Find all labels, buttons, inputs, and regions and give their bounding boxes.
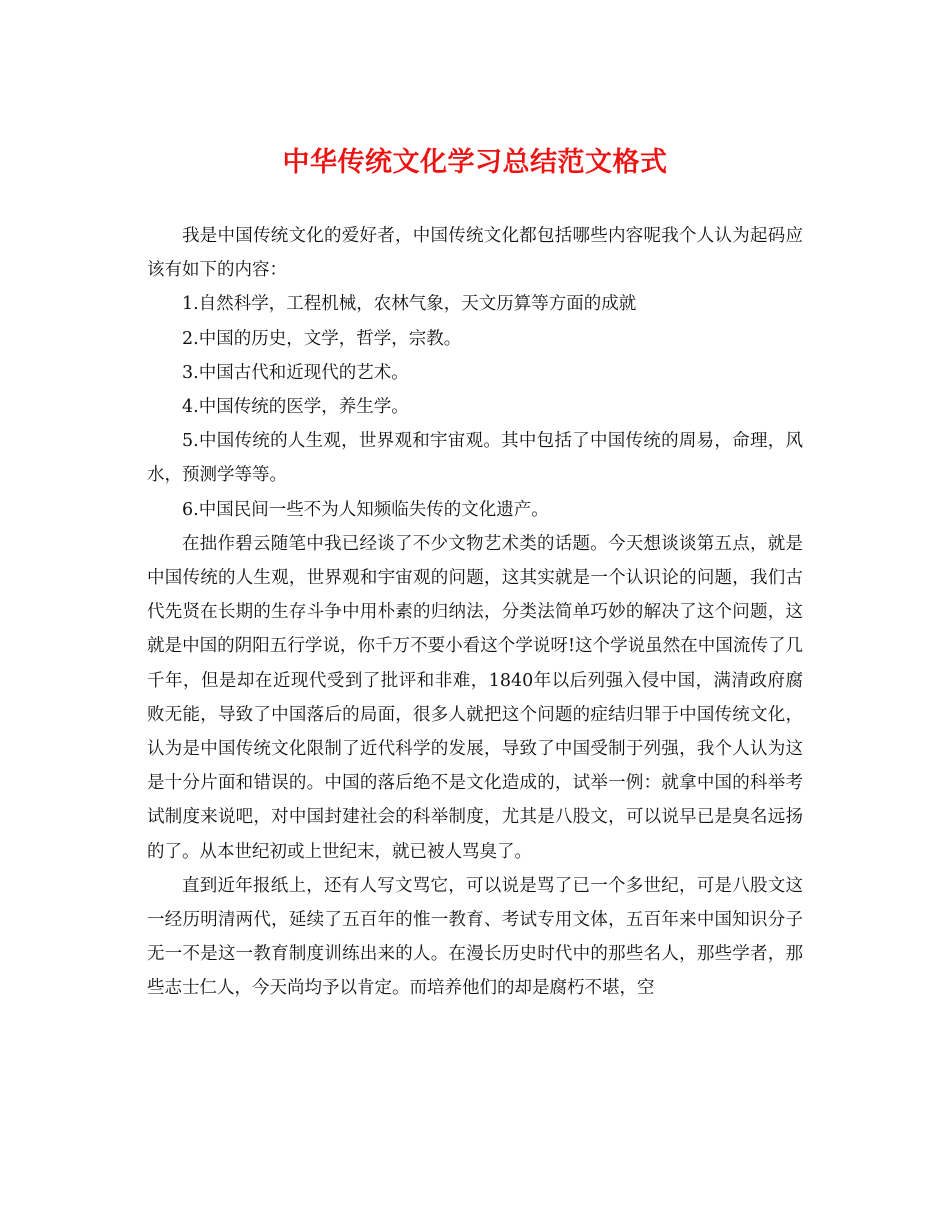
list-item-4: 4.中国传统的医学，养生学。 bbox=[182, 397, 409, 418]
list-item-5: 5.中国传统的人生观，世界观和宇宙观。其中包括了中国传统的周易，命理，风水，预测学等等。 bbox=[147, 431, 803, 486]
list-item-2: 2.中国的历史，文学，哲学，宗教。 bbox=[182, 328, 462, 349]
paragraph-intro: 我是中国传统文化的爱好者，中国传统文化都包括哪些内容呢我个人认为起码应该有如下的内容： bbox=[147, 226, 803, 281]
document-body bbox=[147, 219, 803, 1006]
list-item-6: 6.中国民间一些不为人知频临失传的文化遗产。 bbox=[182, 499, 549, 520]
paragraph-continuation: 直到近年报纸上，还有人写文骂它，可以说是骂了已一个多世纪，可是八股文这一经历明清两代，延续了五百年的惟一教育、考试专用文体，五百年来中国知识分子无一不是这一教育制度训练出来的人。在漫长历史时代中的那些名人，那些学者，那些志士仁人，今天尚均予以肯定。而培养他们的却是腐朽不堪，空 bbox=[147, 875, 803, 999]
list-item-1: 1.自然科学，工程机械，农林气象，天文历算等方面的成就 bbox=[182, 294, 637, 315]
paragraph-discussion: 在拙作碧云随笔中我已经谈了不少文物艺术类的话题。今天想谈谈第五点，就是中国传统的人生观，世界观和宇宙观的问题，这其实就是一个认识论的问题，我们古代先贤在长期的生存斗争中用朴素的归纳法，分类法简单巧妙的解决了这个问题，这就是中国的阴阳五行学说，你千万不要小看这个学说呀!这个学说虽然在中国流传了几千年，但是却在近现代受到了批评和非难，1840年以后列强入侵中国，满清政府腐败无能，导致了中国落后的局面，很多人就把这个问题的症结归罪于中国传统文化，认为是中国传统文化限制了近代科学的发展，导致了中国受制于列强，我个人认为这是十分片面和错误的。中国的落后绝不是文化造成的，试举一例：就拿中国的科举考试制度来说吧，对中国封建社会的科举制度，尤其是八股文，可以说早已是臭名远扬的了。从本世纪初或上世纪末，就已被人骂臭了。 bbox=[147, 533, 803, 862]
document-title: 中华传统文化学习总结范文格式 bbox=[282, 147, 668, 178]
list-item-3: 3.中国古代和近现代的艺术。 bbox=[182, 362, 409, 383]
